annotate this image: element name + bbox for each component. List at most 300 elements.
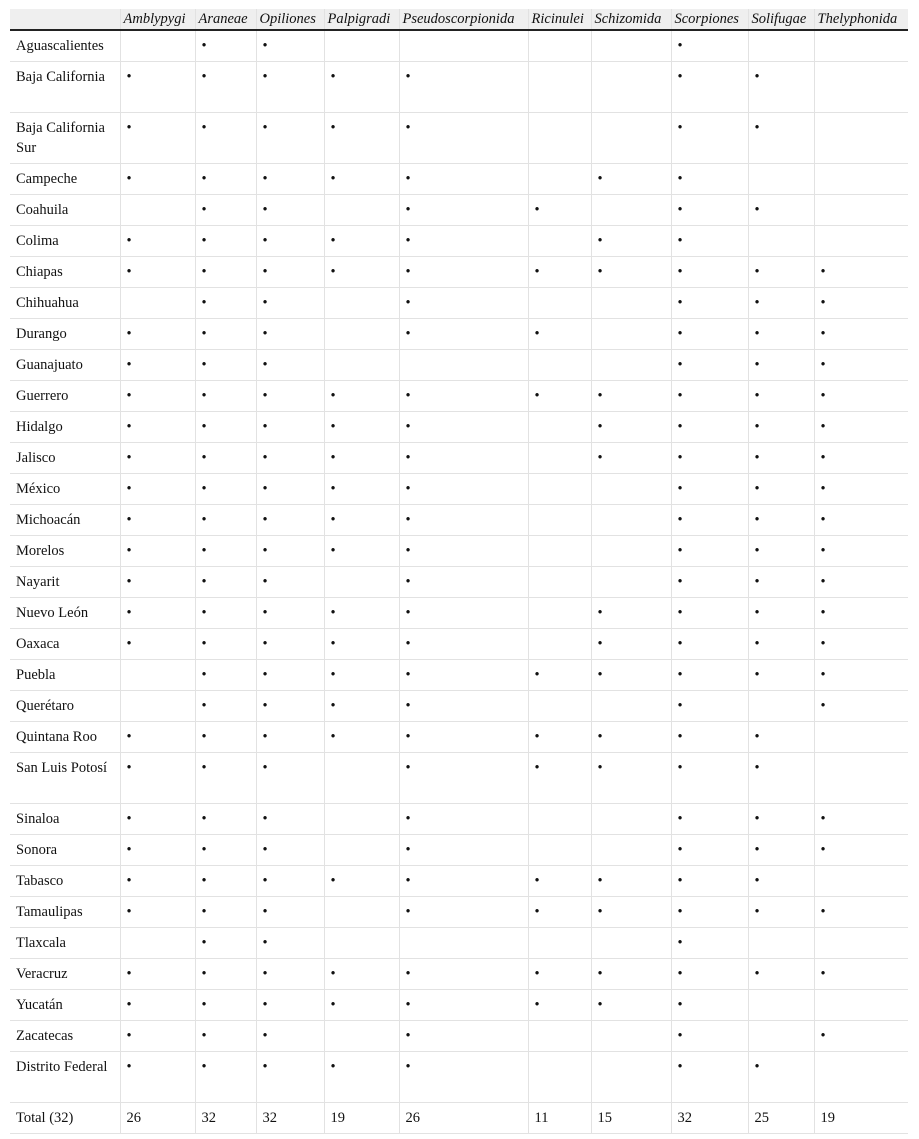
presence-cell: [195, 897, 256, 928]
presence-cell: [120, 164, 195, 195]
presence-cell: [195, 1021, 256, 1052]
presence-dot: •: [201, 842, 207, 858]
presence-cell: [399, 1021, 528, 1052]
presence-dot: •: [201, 997, 207, 1013]
presence-cell: [324, 195, 399, 226]
presence-dot: •: [330, 605, 336, 621]
presence-cell: [324, 866, 399, 897]
presence-dot: •: [330, 698, 336, 714]
table-row: [10, 412, 908, 443]
presence-cell: [195, 959, 256, 990]
presence-cell: [399, 443, 528, 474]
presence-cell: [671, 753, 748, 804]
presence-cell: [671, 319, 748, 350]
presence-cell: [748, 835, 814, 866]
presence-dot: •: [330, 171, 336, 187]
state-name-cell: Tabasco: [10, 866, 120, 897]
presence-cell: [671, 959, 748, 990]
presence-cell: [671, 928, 748, 959]
presence-dot: •: [262, 1059, 268, 1075]
state-name-cell: Tamaulipas: [10, 897, 120, 928]
presence-dot: •: [597, 388, 603, 404]
total-value: 32: [671, 1103, 748, 1134]
presence-dot: •: [597, 873, 603, 889]
header-scorpiones: Scorpiones: [671, 9, 748, 30]
presence-dot: •: [126, 873, 132, 889]
presence-dot: •: [201, 481, 207, 497]
presence-cell: [671, 113, 748, 164]
presence-cell: [671, 897, 748, 928]
presence-cell: [120, 866, 195, 897]
presence-cell: [591, 288, 671, 319]
presence-cell: [528, 928, 591, 959]
presence-cell: [814, 412, 908, 443]
presence-cell: [814, 505, 908, 536]
presence-cell: [120, 1021, 195, 1052]
presence-dot: •: [262, 904, 268, 920]
presence-cell: [748, 1021, 814, 1052]
presence-cell: [399, 804, 528, 835]
presence-dot: •: [820, 698, 826, 714]
presence-cell: [256, 412, 324, 443]
presence-cell: [399, 567, 528, 598]
presence-cell: [528, 897, 591, 928]
presence-dot: •: [677, 1028, 683, 1044]
arachnid-orders-table-container: [10, 9, 908, 1134]
presence-dot: •: [405, 811, 411, 827]
presence-dot: •: [534, 997, 540, 1013]
presence-cell: [324, 804, 399, 835]
presence-dot: •: [405, 450, 411, 466]
presence-dot: •: [820, 481, 826, 497]
presence-cell: [671, 257, 748, 288]
presence-cell: [814, 866, 908, 897]
presence-cell: [324, 598, 399, 629]
presence-dot: •: [405, 966, 411, 982]
presence-dot: •: [820, 605, 826, 621]
presence-cell: [814, 350, 908, 381]
presence-cell: [591, 897, 671, 928]
presence-dot: •: [330, 966, 336, 982]
presence-dot: •: [677, 69, 683, 85]
presence-cell: [399, 660, 528, 691]
presence-dot: •: [677, 202, 683, 218]
presence-dot: •: [405, 1028, 411, 1044]
presence-cell: [528, 412, 591, 443]
presence-cell: [748, 319, 814, 350]
header-pseudoscorpionida: Pseudoscorpionida: [399, 9, 528, 30]
presence-cell: [399, 30, 528, 62]
state-name-cell: Oaxaca: [10, 629, 120, 660]
presence-dot: •: [677, 1059, 683, 1075]
presence-cell: [120, 722, 195, 753]
presence-dot: •: [754, 512, 760, 528]
presence-dot: •: [534, 388, 540, 404]
presence-cell: [528, 319, 591, 350]
presence-cell: [256, 866, 324, 897]
total-value: 19: [324, 1103, 399, 1134]
presence-cell: [324, 412, 399, 443]
presence-cell: [814, 319, 908, 350]
presence-cell: [256, 835, 324, 866]
presence-cell: [195, 30, 256, 62]
presence-dot: •: [820, 264, 826, 280]
presence-cell: [120, 928, 195, 959]
presence-cell: [324, 257, 399, 288]
presence-dot: •: [201, 69, 207, 85]
presence-dot: •: [405, 997, 411, 1013]
presence-dot: •: [126, 1059, 132, 1075]
presence-dot: •: [820, 904, 826, 920]
presence-cell: [591, 113, 671, 164]
presence-cell: [256, 62, 324, 113]
presence-cell: [528, 959, 591, 990]
presence-dot: •: [820, 388, 826, 404]
presence-dot: •: [201, 419, 207, 435]
presence-dot: •: [754, 326, 760, 342]
presence-dot: •: [126, 543, 132, 559]
table-row: [10, 928, 908, 959]
presence-dot: •: [201, 636, 207, 652]
header-thelyphonida: Thelyphonida: [814, 9, 908, 30]
state-name-cell: Jalisco: [10, 443, 120, 474]
presence-dot: •: [262, 966, 268, 982]
presence-dot: •: [262, 69, 268, 85]
presence-cell: [748, 505, 814, 536]
table-row: [10, 350, 908, 381]
presence-dot: •: [677, 171, 683, 187]
presence-dot: •: [201, 450, 207, 466]
state-name-cell: Baja California Sur: [10, 113, 120, 164]
presence-cell: [528, 381, 591, 412]
presence-cell: [195, 443, 256, 474]
presence-dot: •: [405, 233, 411, 249]
presence-cell: [671, 990, 748, 1021]
presence-cell: [256, 350, 324, 381]
total-value: 11: [528, 1103, 591, 1134]
presence-dot: •: [126, 605, 132, 621]
presence-dot: •: [597, 264, 603, 280]
presence-cell: [814, 113, 908, 164]
presence-cell: [256, 804, 324, 835]
presence-dot: •: [754, 543, 760, 559]
presence-dot: •: [201, 171, 207, 187]
presence-cell: [195, 113, 256, 164]
presence-cell: [748, 990, 814, 1021]
state-name-cell: México: [10, 474, 120, 505]
presence-cell: [195, 1052, 256, 1103]
presence-cell: [120, 1052, 195, 1103]
presence-cell: [195, 598, 256, 629]
presence-cell: [195, 629, 256, 660]
table-row: [10, 381, 908, 412]
presence-cell: [671, 598, 748, 629]
presence-dot: •: [201, 904, 207, 920]
presence-dot: •: [677, 481, 683, 497]
presence-dot: •: [201, 120, 207, 136]
presence-dot: •: [677, 233, 683, 249]
presence-cell: [591, 990, 671, 1021]
table-row: [10, 257, 908, 288]
presence-dot: •: [754, 811, 760, 827]
presence-cell: [324, 113, 399, 164]
presence-cell: [814, 381, 908, 412]
presence-dot: •: [820, 811, 826, 827]
presence-dot: •: [262, 388, 268, 404]
presence-dot: •: [126, 233, 132, 249]
presence-cell: [256, 257, 324, 288]
presence-dot: •: [262, 842, 268, 858]
presence-cell: [591, 629, 671, 660]
presence-cell: [528, 474, 591, 505]
presence-cell: [195, 753, 256, 804]
presence-cell: [748, 567, 814, 598]
presence-cell: [591, 1021, 671, 1052]
presence-dot: •: [262, 760, 268, 776]
presence-cell: [591, 567, 671, 598]
presence-dot: •: [597, 729, 603, 745]
presence-cell: [814, 536, 908, 567]
presence-cell: [814, 804, 908, 835]
presence-cell: [324, 474, 399, 505]
presence-dot: •: [820, 842, 826, 858]
presence-dot: •: [262, 543, 268, 559]
presence-cell: [195, 412, 256, 443]
presence-cell: [814, 660, 908, 691]
presence-dot: •: [330, 388, 336, 404]
presence-dot: •: [405, 512, 411, 528]
presence-dot: •: [677, 966, 683, 982]
state-name-cell: Nayarit: [10, 567, 120, 598]
presence-cell: [256, 660, 324, 691]
presence-cell: [256, 443, 324, 474]
state-name-cell: Puebla: [10, 660, 120, 691]
header-amblypygi: Amblypygi: [120, 9, 195, 30]
presence-cell: [120, 897, 195, 928]
presence-cell: [324, 897, 399, 928]
presence-cell: [324, 753, 399, 804]
presence-cell: [324, 1052, 399, 1103]
presence-dot: •: [262, 729, 268, 745]
table-row: [10, 319, 908, 350]
presence-cell: [814, 990, 908, 1021]
presence-cell: [671, 804, 748, 835]
presence-cell: [399, 990, 528, 1021]
presence-dot: •: [597, 171, 603, 187]
total-value: 25: [748, 1103, 814, 1134]
presence-cell: [399, 164, 528, 195]
state-name-cell: Quintana Roo: [10, 722, 120, 753]
presence-cell: [256, 1052, 324, 1103]
presence-cell: [324, 990, 399, 1021]
state-name-cell: Sinaloa: [10, 804, 120, 835]
presence-cell: [671, 660, 748, 691]
presence-dot: •: [330, 69, 336, 85]
presence-dot: •: [677, 419, 683, 435]
presence-cell: [671, 412, 748, 443]
presence-cell: [120, 567, 195, 598]
presence-dot: •: [754, 574, 760, 590]
presence-dot: •: [405, 120, 411, 136]
presence-dot: •: [754, 450, 760, 466]
presence-cell: [748, 30, 814, 62]
presence-dot: •: [201, 1059, 207, 1075]
presence-cell: [528, 629, 591, 660]
presence-cell: [195, 195, 256, 226]
presence-cell: [324, 226, 399, 257]
presence-dot: •: [126, 512, 132, 528]
presence-dot: •: [262, 605, 268, 621]
presence-cell: [591, 598, 671, 629]
presence-cell: [324, 288, 399, 319]
presence-dot: •: [597, 450, 603, 466]
presence-cell: [591, 660, 671, 691]
presence-cell: [256, 474, 324, 505]
presence-cell: [528, 30, 591, 62]
presence-dot: •: [597, 667, 603, 683]
presence-dot: •: [262, 512, 268, 528]
presence-dot: •: [201, 326, 207, 342]
presence-cell: [814, 897, 908, 928]
presence-cell: [814, 474, 908, 505]
presence-dot: •: [201, 667, 207, 683]
presence-cell: [195, 866, 256, 897]
presence-dot: •: [330, 450, 336, 466]
presence-cell: [399, 505, 528, 536]
presence-dot: •: [597, 233, 603, 249]
presence-cell: [748, 804, 814, 835]
presence-cell: [591, 474, 671, 505]
presence-cell: [748, 62, 814, 113]
presence-dot: •: [262, 873, 268, 889]
presence-dot: •: [597, 419, 603, 435]
presence-cell: [256, 722, 324, 753]
table-row: [10, 164, 908, 195]
presence-cell: [120, 474, 195, 505]
presence-dot: •: [126, 811, 132, 827]
presence-cell: [256, 629, 324, 660]
presence-dot: •: [754, 69, 760, 85]
presence-cell: [591, 866, 671, 897]
presence-cell: [591, 319, 671, 350]
presence-dot: •: [534, 326, 540, 342]
presence-cell: [814, 164, 908, 195]
presence-dot: •: [405, 698, 411, 714]
presence-dot: •: [330, 512, 336, 528]
presence-cell: [256, 30, 324, 62]
presence-dot: •: [754, 481, 760, 497]
presence-dot: •: [126, 171, 132, 187]
presence-cell: [399, 62, 528, 113]
presence-cell: [814, 928, 908, 959]
presence-dot: •: [405, 69, 411, 85]
presence-cell: [528, 62, 591, 113]
presence-dot: •: [330, 233, 336, 249]
state-name-cell: Querétaro: [10, 691, 120, 722]
presence-dot: •: [405, 543, 411, 559]
presence-cell: [324, 567, 399, 598]
presence-cell: [399, 629, 528, 660]
presence-dot: •: [820, 419, 826, 435]
presence-dot: •: [405, 729, 411, 745]
presence-dot: •: [330, 667, 336, 683]
presence-dot: •: [126, 966, 132, 982]
presence-cell: [748, 928, 814, 959]
presence-dot: •: [126, 636, 132, 652]
presence-dot: •: [405, 388, 411, 404]
arachnid-orders-by-state-table: [10, 9, 908, 1134]
presence-cell: [528, 257, 591, 288]
presence-cell: [324, 30, 399, 62]
presence-cell: [256, 990, 324, 1021]
presence-cell: [671, 226, 748, 257]
presence-dot: •: [330, 729, 336, 745]
presence-cell: [528, 1021, 591, 1052]
presence-cell: [591, 412, 671, 443]
state-name-cell: Zacatecas: [10, 1021, 120, 1052]
presence-cell: [671, 62, 748, 113]
table-row: [10, 288, 908, 319]
presence-cell: [591, 257, 671, 288]
presence-cell: [671, 350, 748, 381]
state-name-cell: Michoacán: [10, 505, 120, 536]
presence-cell: [120, 505, 195, 536]
table-body: [10, 30, 908, 1134]
state-name-cell: Distrito Federal: [10, 1052, 120, 1103]
presence-dot: •: [405, 760, 411, 776]
presence-cell: [256, 567, 324, 598]
presence-cell: [591, 505, 671, 536]
presence-cell: [399, 598, 528, 629]
presence-cell: [324, 660, 399, 691]
presence-dot: •: [126, 997, 132, 1013]
header-ricinulei: Ricinulei: [528, 9, 591, 30]
presence-cell: [120, 30, 195, 62]
presence-dot: •: [405, 605, 411, 621]
presence-cell: [120, 195, 195, 226]
presence-cell: [528, 443, 591, 474]
presence-dot: •: [677, 574, 683, 590]
presence-cell: [591, 1052, 671, 1103]
presence-cell: [256, 598, 324, 629]
table-row: [10, 598, 908, 629]
presence-dot: •: [126, 729, 132, 745]
total-value: 26: [120, 1103, 195, 1134]
presence-dot: •: [201, 38, 207, 54]
presence-dot: •: [534, 729, 540, 745]
presence-dot: •: [597, 966, 603, 982]
presence-cell: [671, 1052, 748, 1103]
presence-dot: •: [534, 873, 540, 889]
presence-cell: [256, 897, 324, 928]
presence-cell: [671, 722, 748, 753]
presence-cell: [195, 722, 256, 753]
presence-cell: [814, 567, 908, 598]
presence-cell: [748, 113, 814, 164]
presence-dot: •: [534, 904, 540, 920]
table-row: [10, 226, 908, 257]
presence-dot: •: [126, 357, 132, 373]
presence-dot: •: [330, 481, 336, 497]
presence-cell: [528, 350, 591, 381]
state-name-cell: Campeche: [10, 164, 120, 195]
presence-cell: [814, 1052, 908, 1103]
presence-cell: [528, 164, 591, 195]
total-value: 32: [256, 1103, 324, 1134]
presence-cell: [748, 897, 814, 928]
table-row: [10, 990, 908, 1021]
table-row: [10, 195, 908, 226]
